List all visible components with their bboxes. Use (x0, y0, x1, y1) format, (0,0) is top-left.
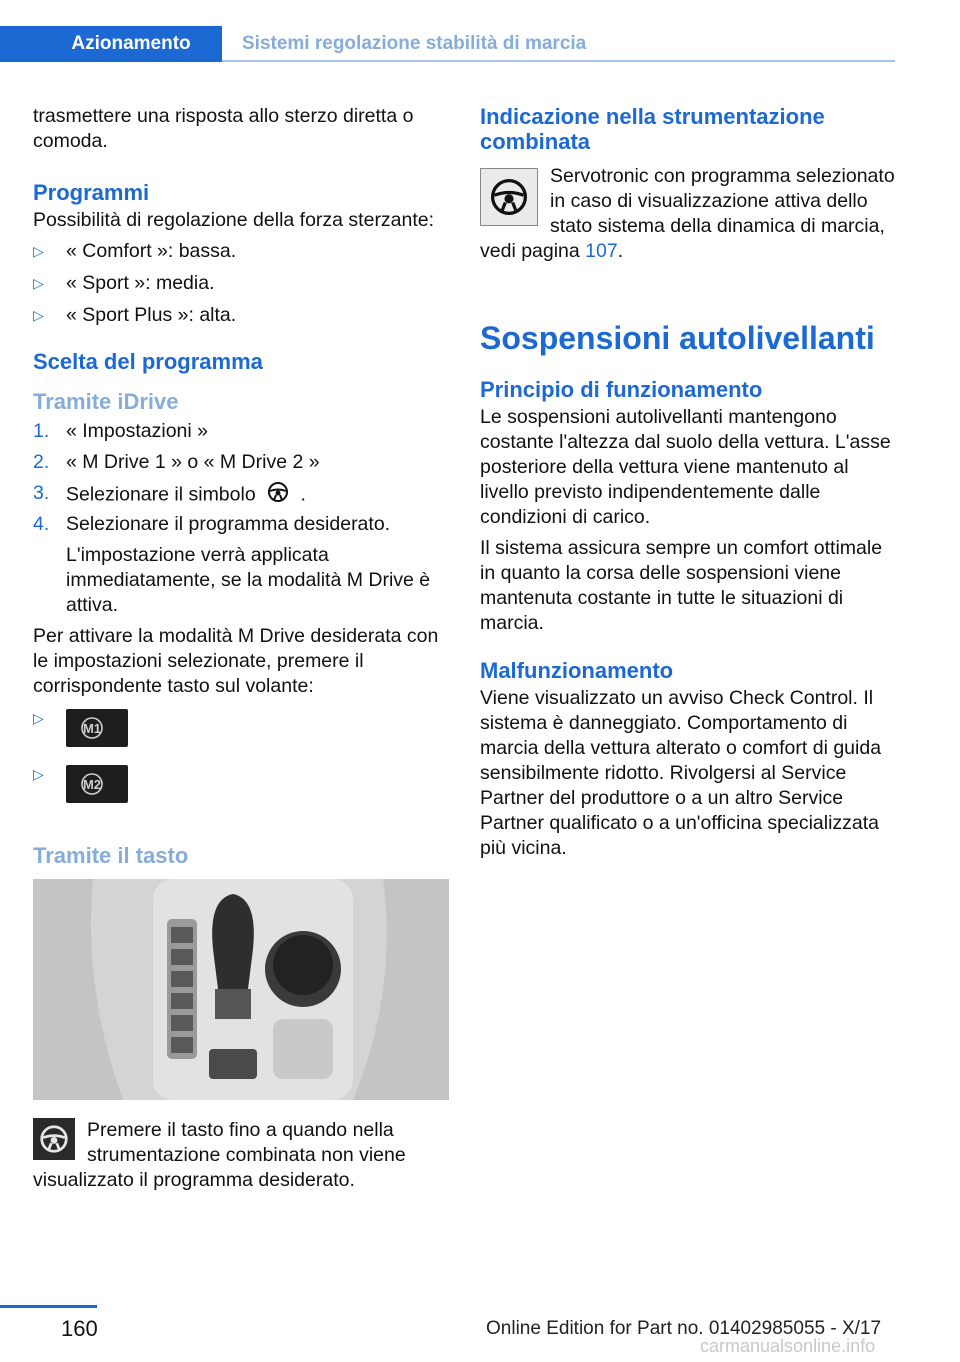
m-drive-1-button (66, 709, 128, 747)
page-number: 160 (61, 1316, 98, 1341)
header-rule (222, 60, 895, 62)
chapter-tab: Azionamento (0, 26, 222, 62)
svg-text:M2: M2 (82, 777, 102, 792)
principio-text-1: Le sospensioni autolivellanti mantengono costante l'altezza dal suolo della vettura. L'asse posteriore della vettura viene mantenuto al livello previsto indipendentemente dalle condizioni di carico. (480, 406, 891, 528)
scelta-heading: Scelta del programma (33, 349, 263, 374)
steering-wheel-icon (480, 168, 538, 226)
step4-note: L'impostazione verrà applicata immediatamente, se la modalità M Drive è attiva. (66, 544, 431, 616)
list-item: ▷ « Comfort »: bassa. (33, 240, 237, 262)
programmi-text: Possibilità di regolazione della forza sterzante: (33, 209, 435, 231)
tasto-text: Premere il tasto fino a quando nella strumentazione combinata non viene visualizzato il programma desiderato. (33, 1119, 406, 1191)
list-item: 2. « M Drive 1 » o « M Drive 2 » (33, 451, 320, 473)
malfunzionamento-text: Viene visualizzato un avviso Check Control. Il sistema è danneggiato. Comportamento di marcia della vettura alterato o comfort di guida sensibilmente ridotto. Rivolgersi al Service Partner del produttore o a un altro Service Partner qualificato o a un'officina specializzata più vicina. (480, 687, 882, 859)
tasto-heading: Tramite il tasto (33, 843, 189, 868)
principio-heading: Principio di funzionamento (480, 377, 763, 402)
bullet-triangle-icon: ▷ (33, 710, 44, 726)
left-column (33, 104, 449, 1199)
idrive-heading: Tramite iDrive (33, 389, 179, 414)
steering-wheel-icon (33, 1118, 75, 1160)
principio-text-2: Il sistema assicura sempre un comfort ottimale in quanto la corsa delle sospensioni viene mantenuta costante in tutte le situazioni di marcia. (480, 537, 883, 634)
list-item: ▷ « Sport Plus »: alta. (33, 304, 237, 326)
section-title: Sistemi regolazione stabilità di marcia (242, 33, 587, 54)
watermark: carmanualsonline.info (700, 1336, 876, 1356)
footer-rule (0, 1305, 97, 1308)
bullet-triangle-icon: ▷ (33, 275, 44, 291)
list-item: 3. Selezionare il simbolo . (33, 481, 449, 512)
bullet-triangle-icon: ▷ (33, 243, 44, 259)
svg-text:M1: M1 (82, 721, 102, 736)
sospensioni-heading: Sospensioni autolivellanti (480, 320, 875, 356)
list-item: ▷ « Sport »: media. (33, 272, 215, 294)
indicazione-heading: Indicazione nella strumentazione combinata (480, 104, 825, 154)
edition-text: Online Edition for Part no. 01402985055 - X/17 (486, 1318, 882, 1339)
center-console-photo (33, 879, 449, 1100)
right-column (480, 104, 896, 867)
steps-list (33, 419, 449, 618)
page-link[interactable]: 107 (585, 240, 618, 262)
steering-wheel-icon (267, 481, 289, 510)
list-item: 4. Selezionare il programma desiderato. (33, 513, 391, 535)
malfunzionamento-heading: Malfunzionamento (480, 658, 674, 683)
m-drive-2-button (66, 765, 128, 803)
indicazione-text: Servotronic con programma selezionato in caso di visualizzazione attiva dello stato sistema della dinamica di marcia, vedi pagina 107. (480, 165, 895, 262)
bullet-triangle-icon: ▷ (33, 307, 44, 323)
programmi-heading: Programmi (33, 180, 150, 205)
program-list (33, 239, 449, 335)
list-item: 1. « Impostazioni » (33, 420, 208, 442)
mdrive-text: Per attivare la modalità M Drive desiderata con le impostazioni selezionate, premere il corrispondente tasto sul volante: (33, 625, 439, 697)
bullet-triangle-icon: ▷ (33, 766, 44, 782)
list-item (33, 709, 449, 765)
intro-text: trasmettere una risposta allo sterzo diretta o comoda. (33, 105, 414, 152)
indicazione-block (480, 164, 896, 264)
list-item (33, 765, 449, 821)
tasto-block (33, 1110, 449, 1193)
